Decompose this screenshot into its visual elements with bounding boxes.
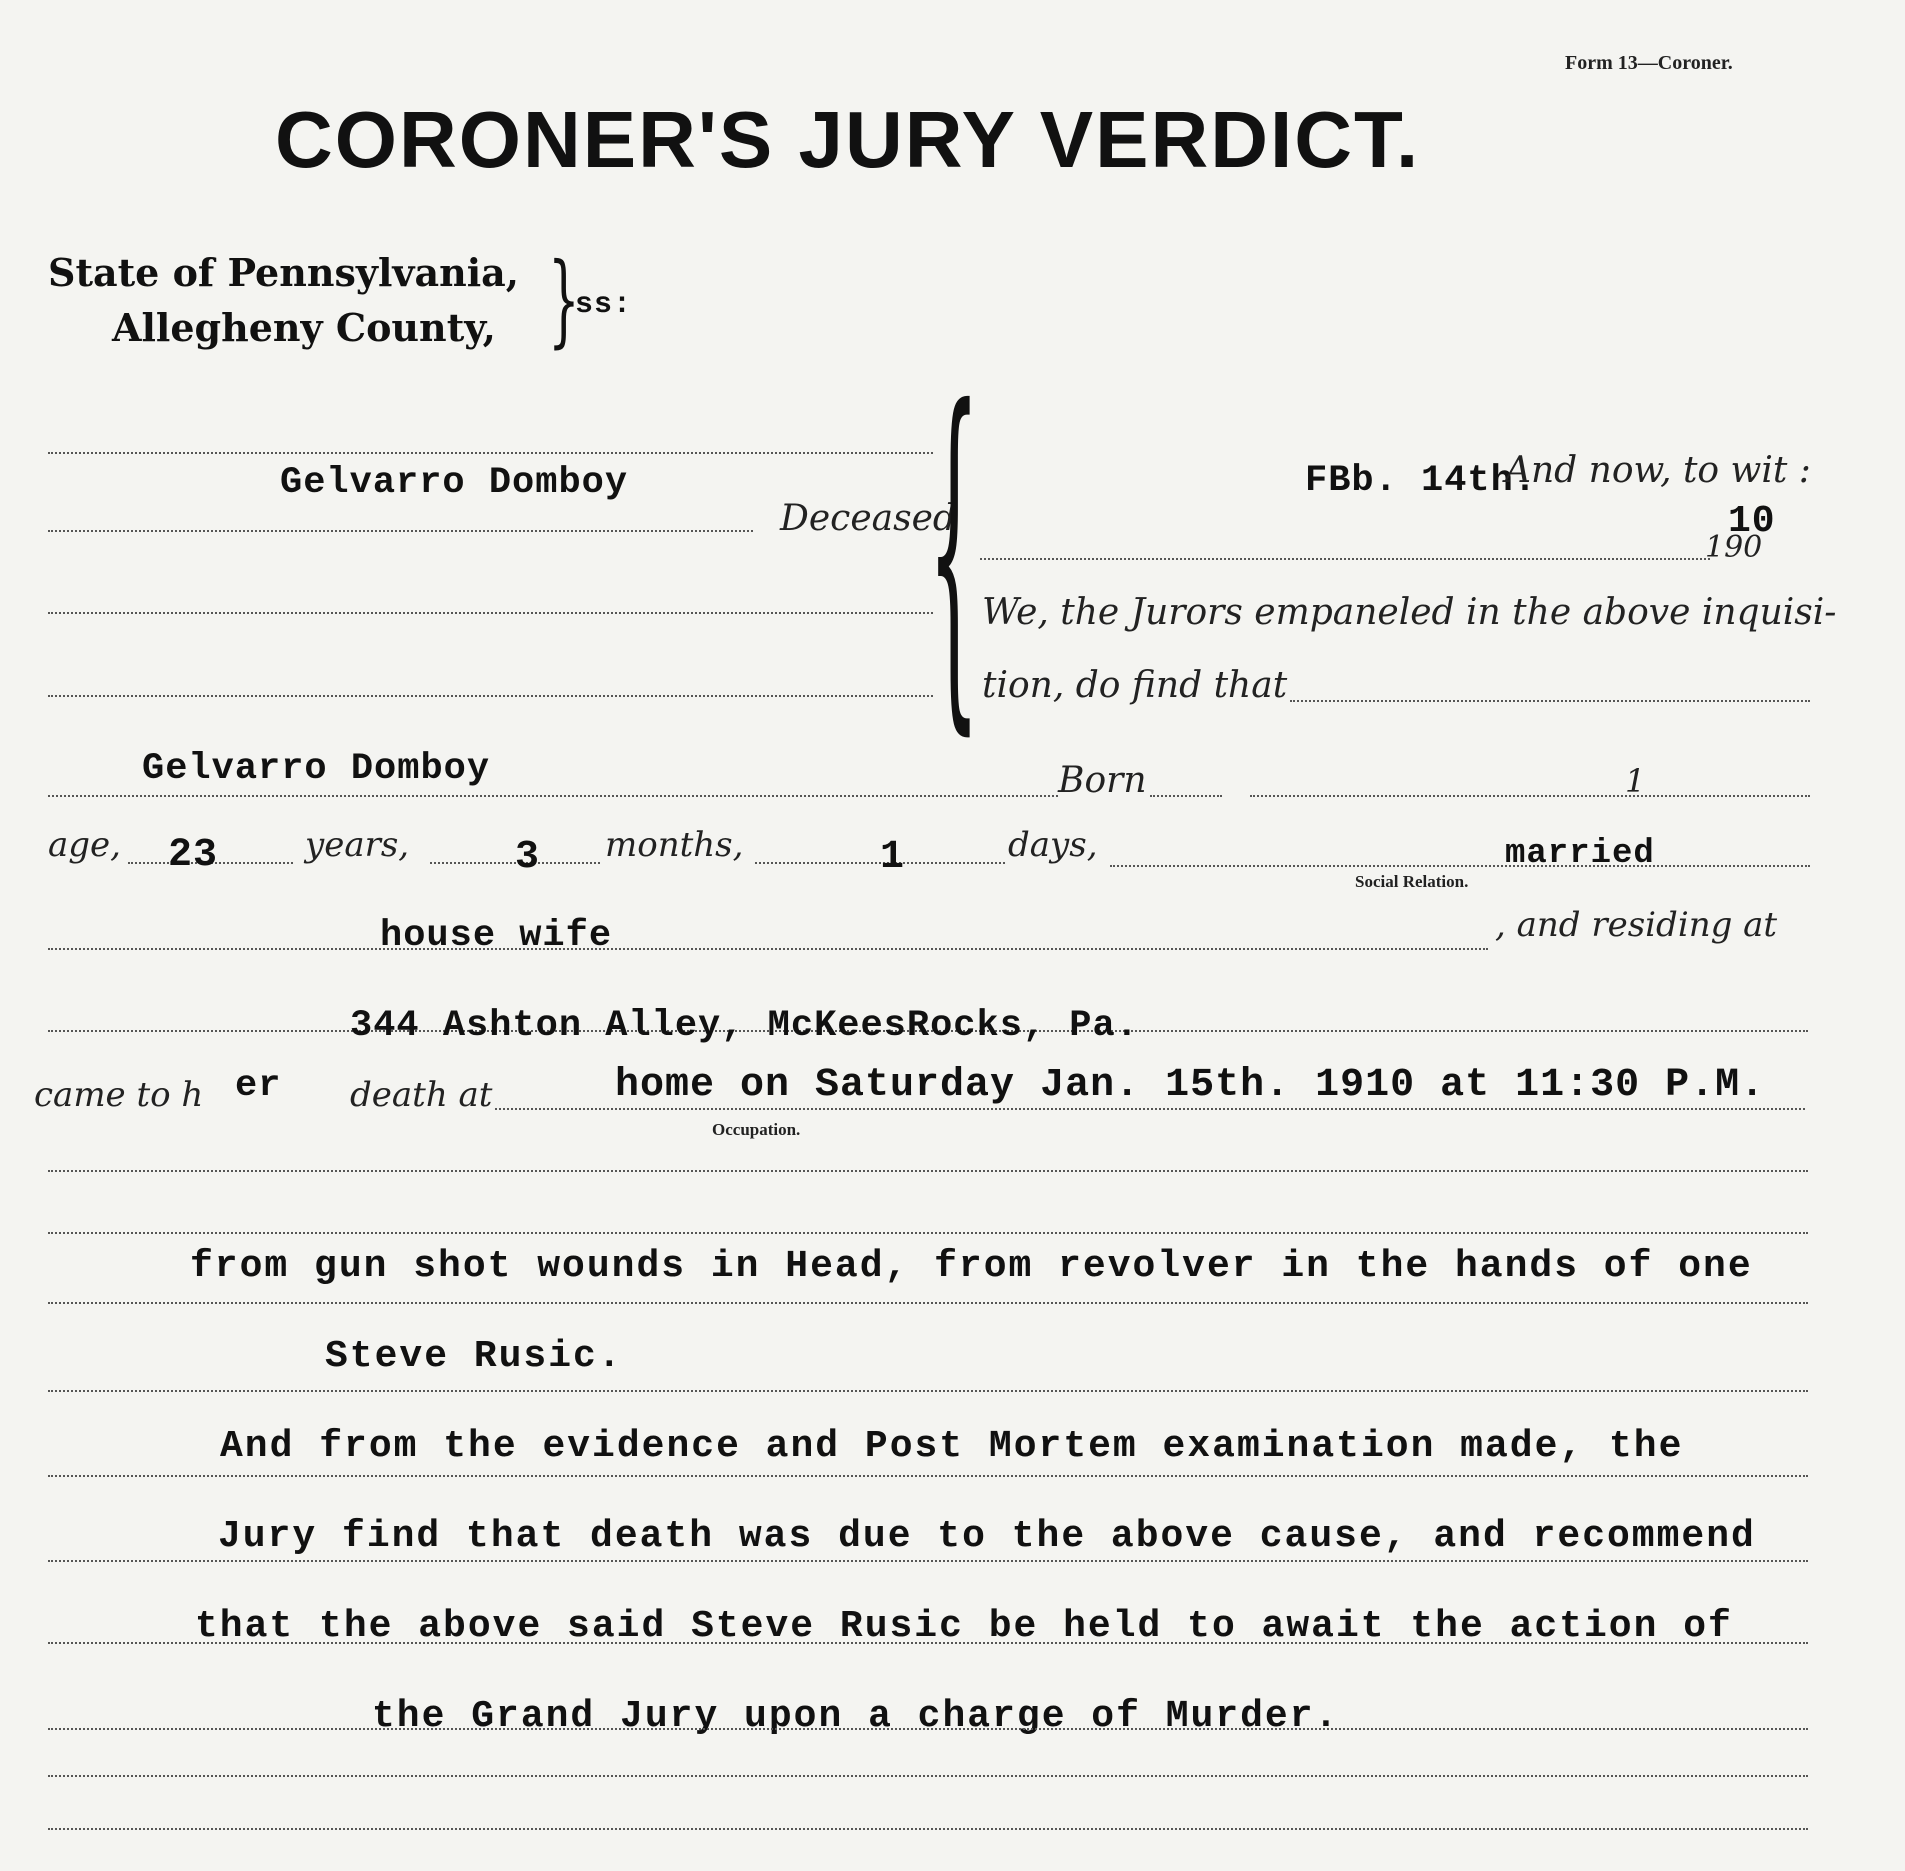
age-years: 23 (168, 833, 219, 878)
deceased-label: Deceased (780, 498, 956, 539)
rule (1290, 700, 1810, 702)
occupation-label: Occupation. (712, 1120, 801, 1139)
year-printed: 190 (1705, 530, 1763, 565)
days-label: days, (1008, 825, 1098, 865)
verdict-line: the Grand Jury upon a charge of Murder. (372, 1695, 1340, 1738)
rule (495, 1108, 1805, 1110)
rule (48, 1728, 1808, 1730)
social-relation: married (1505, 835, 1655, 873)
death-details: home on Saturday Jan. 15th. 1910 at 11:30 P.M. (615, 1063, 1766, 1108)
rule (48, 1232, 1808, 1234)
rule (48, 1170, 1808, 1172)
jurors-line-1: We, the Jurors empaneled in the above inquisi- (982, 592, 1837, 633)
rule (48, 1560, 1808, 1562)
rule (48, 530, 753, 532)
rule (48, 1828, 1808, 1830)
rule (48, 612, 933, 614)
venue-brace: } (548, 241, 580, 358)
rule (48, 948, 1488, 950)
residence-address: 344 Ashton Alley, McKeesRocks, Pa. (350, 1005, 1139, 1047)
occupation-value: house wife (380, 915, 613, 957)
rule (48, 1475, 1808, 1477)
born-label: Born (1058, 760, 1147, 801)
verdict-line: Jury find that death was due to the above cause, and recommend (218, 1515, 1756, 1558)
rule (48, 1302, 1808, 1304)
verdict-line: Steve Rusic. (325, 1335, 623, 1378)
came-label: came to h (34, 1075, 204, 1115)
death-at-label: death at (350, 1075, 493, 1115)
venue-county: Allegheny County, (112, 305, 496, 350)
year-written: 10 (1728, 500, 1776, 543)
form-number: Form 13—Coroner. (1565, 52, 1733, 74)
born-value: 1 (1625, 762, 1646, 800)
social-relation-label: Social Relation. (1355, 872, 1469, 891)
date-prefix: And now, to wit : (1505, 450, 1811, 491)
verdict-line: And from the evidence and Post Mortem examination made, the (220, 1425, 1684, 1468)
venue-state: State of Pennsylvania, (48, 250, 520, 295)
rule (48, 452, 933, 454)
age-months: 3 (515, 835, 541, 880)
residing-label: , and residing at (1495, 905, 1778, 945)
date-typed: FBb. 14th. (1305, 460, 1538, 502)
age-label: age, (48, 825, 121, 865)
deceased-name: Gelvarro Domboy (280, 462, 629, 504)
age-days: 1 (880, 835, 906, 880)
verdict-line: from gun shot wounds in Head, from revolver in the hands of one (190, 1245, 1753, 1288)
rule (48, 1390, 1808, 1392)
page-title: CORONER'S JURY VERDICT. (275, 95, 1421, 184)
years-label: years, (305, 825, 410, 865)
rule (1110, 865, 1810, 867)
rule (1150, 795, 1222, 797)
rule (48, 1775, 1808, 1777)
venue-ss: ss: (575, 288, 633, 322)
subject-name: Gelvarro Domboy (142, 748, 491, 790)
months-label: months, (605, 825, 744, 865)
verdict-line: that the above said Steve Rusic be held to await the action of (195, 1605, 1733, 1648)
rule (980, 558, 1710, 560)
rule (1250, 795, 1810, 797)
rule (48, 795, 1058, 797)
rule (48, 1642, 1808, 1644)
rule (48, 695, 933, 697)
death-pronoun: er (235, 1065, 282, 1107)
jurors-line-2: tion, do find that (982, 665, 1288, 706)
section-brace: { (928, 335, 980, 765)
